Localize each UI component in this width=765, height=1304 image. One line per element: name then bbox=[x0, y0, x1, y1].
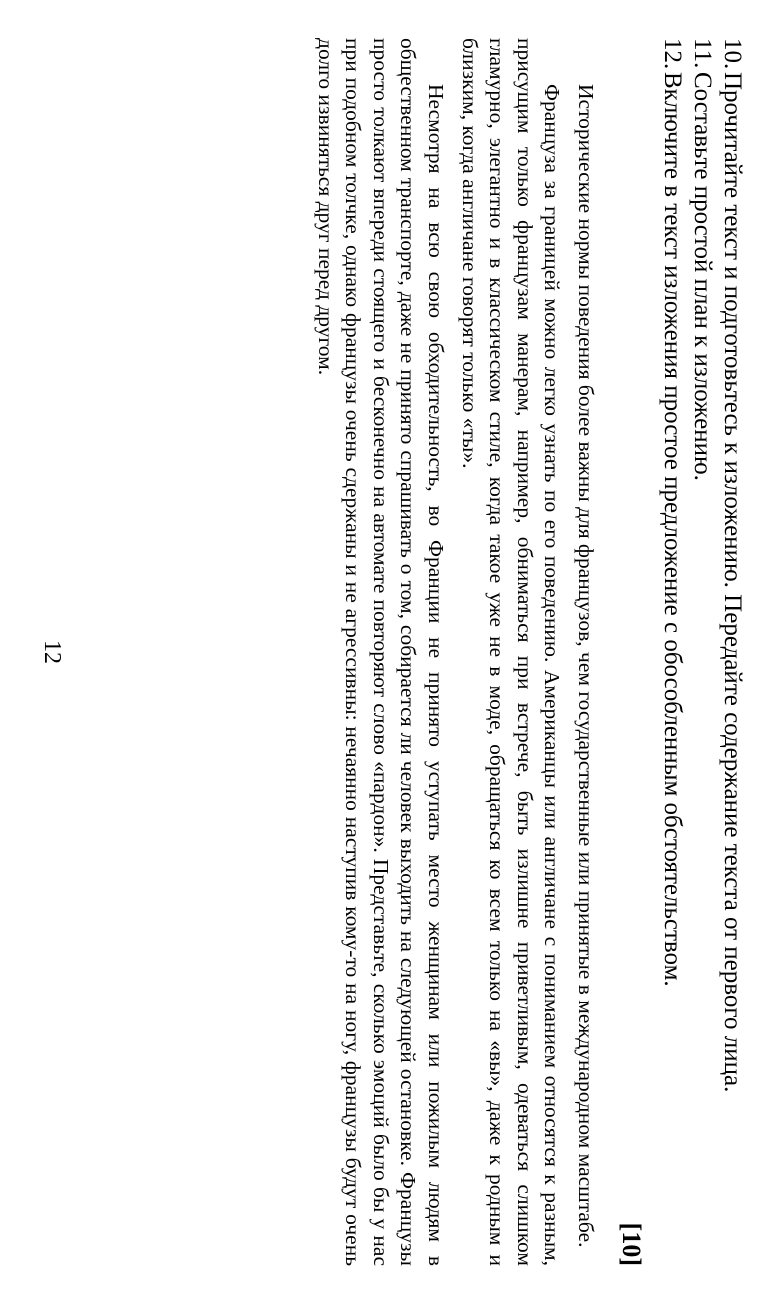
paragraph: Исторические нормы поведения более важны для французов, чем государственные или принятые в международном масштабе. bbox=[574, 84, 598, 1248]
page-number: 12 bbox=[39, 640, 65, 664]
task-item bbox=[617, 38, 687, 1266]
task-text: Составьте простой план к изложению. bbox=[689, 72, 716, 481]
dictation-text bbox=[311, 38, 599, 1266]
paragraph: Француза за границей можно легко узнать по его поведению. Американцы или англичане с пониманием относятся к разным, присущим только французам манерам, например, обниматься при встрече, быть излишне приветливым, одеваться слишком гламурно, элегантно и в классическом стиле, когда такое уже не в моде, обращаться ко всем только на «вы», даже к родным и близким, когда англичане говорят только «ты». bbox=[457, 38, 565, 1266]
task-item bbox=[687, 38, 717, 1266]
task-item bbox=[717, 38, 747, 1266]
reference-marker: [10] bbox=[617, 1222, 646, 1266]
task-number: 10. bbox=[719, 38, 746, 70]
paragraph: Несмотря на всю свою обходительность, во Франции не принято уступать место женщинам или пожилым людям в общественном транспорте, даже не принято спрашивать о том, собирается ли человек выходить на следующей остановке. Французы просто толкают впереди стоящего и бесконечно на автомате повторяют слово «пардон». Представьте, сколько эмоций было бы у нас при подобном толчке, однако французы очень сдержаны и не агрессивны: нечаянно наступив кому-то на ногу, французы будут очень долго извиняться друг перед другом. bbox=[313, 38, 449, 1266]
task-text: Включите в текст изложения простое предложение с обособленным обстоятельством. bbox=[659, 72, 686, 987]
task-text: Прочитайте текст и подготовьтесь к изложению. Передайте содержание текста от первого лица. bbox=[719, 72, 746, 1093]
task-list bbox=[617, 38, 747, 1266]
task-number: 12. bbox=[659, 38, 686, 70]
task-number: 11. bbox=[689, 38, 716, 69]
